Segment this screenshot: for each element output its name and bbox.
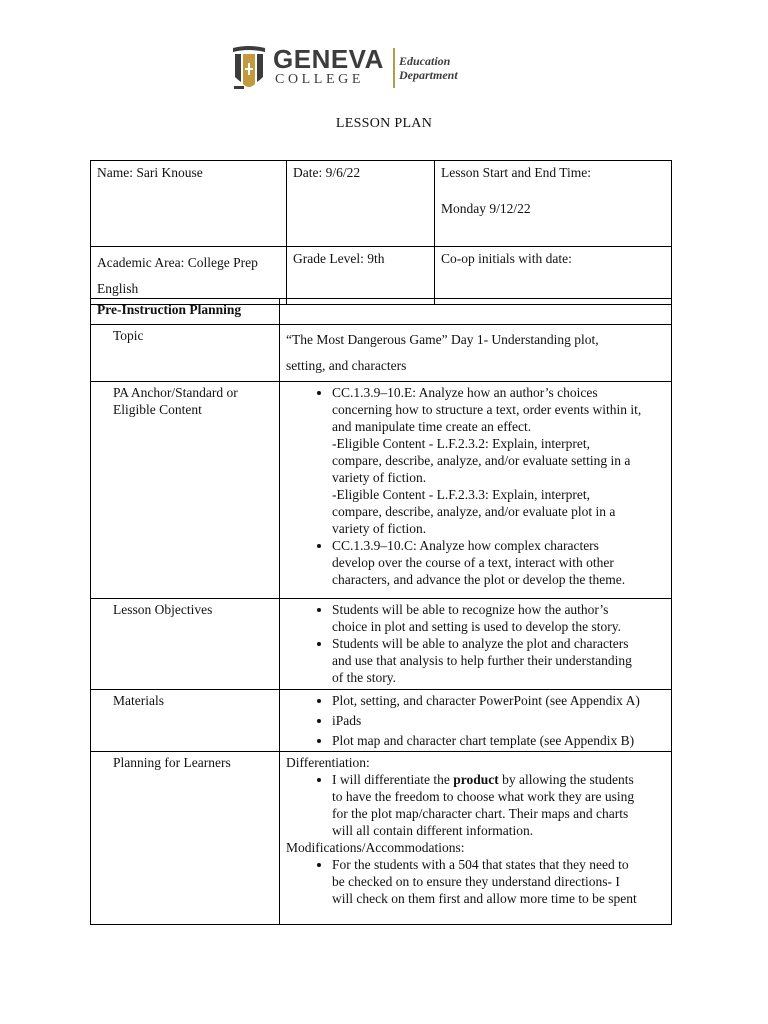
learners-cell xyxy=(280,752,672,925)
learners-label: Planning for Learners xyxy=(91,752,280,925)
logo-dept-line1: Education xyxy=(399,54,451,68)
modification-line: be checked on to ensure they understand directions- I xyxy=(332,874,620,889)
topic-cell xyxy=(280,325,672,382)
diff-text-post: by allowing the students xyxy=(498,772,634,787)
list-item xyxy=(332,537,665,588)
standard-line: compare, describe, analyze, and/or evaluate plot in a xyxy=(332,504,616,519)
differentiation-line: for the plot map/character chart. Their maps and charts xyxy=(332,806,629,821)
differentiation-line: to have the freedom to choose what work they are using xyxy=(332,789,635,804)
objectives-cell xyxy=(280,599,672,690)
page-title: LESSON PLAN xyxy=(335,116,433,131)
topic-line2: setting, and characters xyxy=(286,358,407,373)
diff-text-pre: I will differentiate the xyxy=(332,772,454,787)
differentiation-heading: Differentiation: xyxy=(286,755,370,770)
time-label: Lesson Start and End Time: xyxy=(441,165,592,180)
logo-dept-line2: Department xyxy=(399,68,458,82)
grade-cell xyxy=(287,247,435,305)
standard-line: variety of fiction. xyxy=(332,470,427,485)
standard-line: develop over the course of a text, interact with other xyxy=(332,555,614,570)
time-value: Monday 9/12/22 xyxy=(441,201,531,216)
time-cell xyxy=(435,161,672,247)
list-item: • Plot map and character chart template (see Appendix B) xyxy=(332,732,665,749)
list-item xyxy=(332,601,665,635)
standard-label-line1: PA Anchor/Standard or xyxy=(113,385,238,400)
standard-line: variety of fiction. xyxy=(332,521,427,536)
planning-table xyxy=(90,298,672,925)
differentiation-line: will all contain different information. xyxy=(332,823,534,838)
objectives-label: Lesson Objectives xyxy=(91,599,280,690)
objective-line: choice in plot and setting is used to develop the story. xyxy=(332,619,621,634)
modification-line: • For the students with a 504 that states that they need to xyxy=(332,857,629,872)
academic-area-line2: English xyxy=(97,281,139,296)
logo-geneva-text: GENEVA xyxy=(273,44,384,74)
date-cell xyxy=(287,161,435,247)
standard-label-line2: Eligible Content xyxy=(113,402,202,417)
pre-instruction-heading: Pre-Instruction Planning xyxy=(91,299,280,325)
objectives-list xyxy=(286,601,665,686)
materials-list xyxy=(286,692,665,749)
list-item xyxy=(332,771,665,839)
objective-line: of the story. xyxy=(332,670,396,685)
academic-area-line1: Academic Area: College Prep xyxy=(97,255,258,270)
logo-divider xyxy=(393,48,395,88)
objective-line: and use that analysis to help further their understanding xyxy=(332,653,632,668)
standard-label xyxy=(91,382,280,599)
college-shield-icon xyxy=(231,44,267,92)
logo-college-text: COLLEGE xyxy=(275,72,364,87)
academic-area-cell xyxy=(91,247,287,305)
geneva-college-logo xyxy=(231,44,476,92)
standard-line: -Eligible Content - L.F.2.3.3: Explain, interpret, xyxy=(332,487,590,502)
coop-initials: Co-op initials with date: xyxy=(441,251,572,266)
standard-line: characters, and advance the plot or develop the theme. xyxy=(332,572,626,587)
objective-line: • Students will be able to analyze the plot and characters xyxy=(332,636,629,651)
list-item: • iPads xyxy=(332,712,665,729)
standard-line: • CC.1.3.9–10.E: Analyze how an author’s choices xyxy=(332,385,598,400)
objective-line: • Students will be able to recognize how the author’s xyxy=(332,602,609,617)
standard-line: concerning how to structure a text, order events within it, xyxy=(332,402,642,417)
grade-level: Grade Level: 9th xyxy=(293,251,385,266)
standards-list xyxy=(286,384,665,588)
name-cell xyxy=(91,161,287,247)
list-item xyxy=(332,384,665,537)
list-item xyxy=(332,856,665,907)
modification-line: will check on them first and allow more time to be spent xyxy=(332,891,637,906)
standard-line: -Eligible Content - L.F.2.3.2: Explain, interpret, xyxy=(332,436,590,451)
teacher-name: Name: Sari Knouse xyxy=(97,165,203,180)
header-table xyxy=(90,160,672,305)
differentiation-line xyxy=(332,771,665,788)
modifications-list xyxy=(286,856,665,907)
modifications-heading: Modifications/Accommodations: xyxy=(286,840,465,855)
differentiation-list xyxy=(286,771,665,839)
diff-text-bold: product xyxy=(453,772,499,787)
list-item: • Plot, setting, and character PowerPoint (see Appendix A) xyxy=(332,692,665,709)
materials-cell xyxy=(280,690,672,752)
standard-line: and manipulate time create an effect. xyxy=(332,419,532,434)
coop-cell xyxy=(435,247,672,305)
lesson-date: Date: 9/6/22 xyxy=(293,165,361,180)
topic-label: Topic xyxy=(91,325,280,382)
list-item xyxy=(332,635,665,686)
standard-line: compare, describe, analyze, and/or evaluate setting in a xyxy=(332,453,631,468)
heading-empty-cell xyxy=(280,299,672,325)
standards-cell xyxy=(280,382,672,599)
topic-line1: “The Most Dangerous Game” Day 1- Understanding plot, xyxy=(286,332,599,347)
standard-line: • CC.1.3.9–10.C: Analyze how complex characters xyxy=(332,538,599,553)
materials-label: Materials xyxy=(91,690,280,752)
